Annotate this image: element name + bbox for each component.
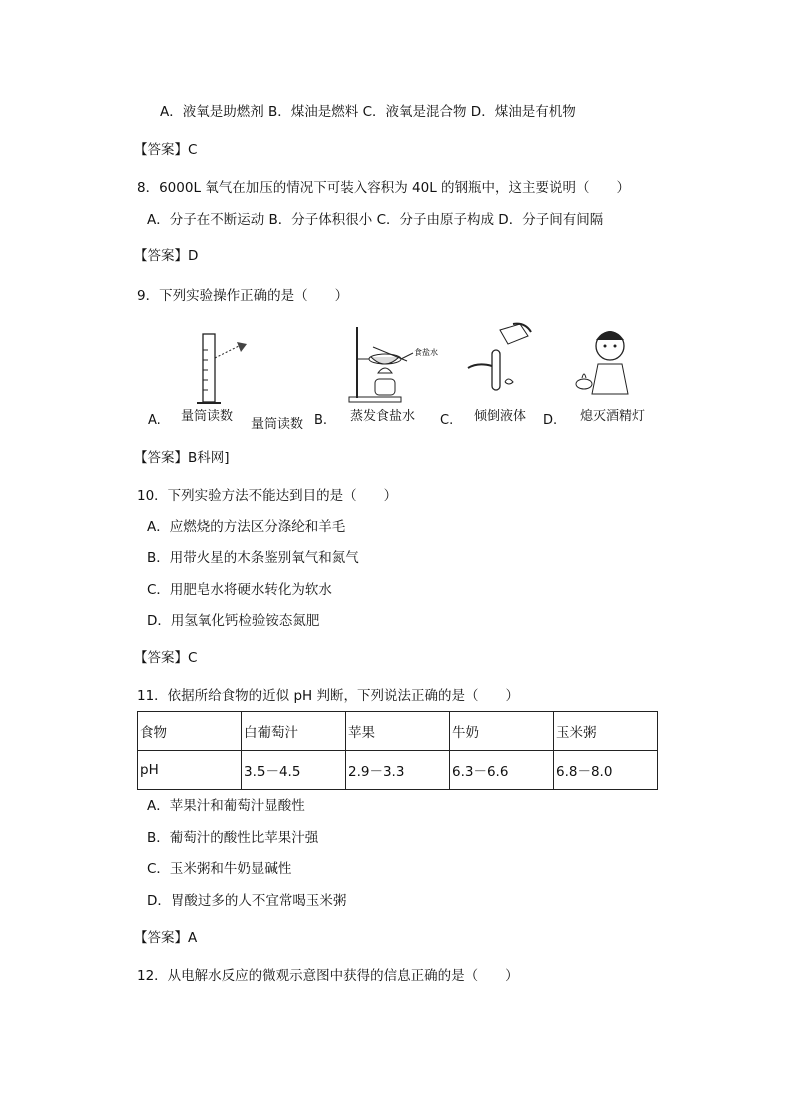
answer-tag: 【答案】	[134, 930, 188, 946]
answer-tag: 【答案】	[134, 650, 188, 666]
table-cell: 6.8－8.0	[554, 751, 658, 790]
option-b-image-label: 蒸发食盐水	[350, 409, 416, 424]
q8-options: A．分子在不断运动 B．分子体积很小 C．分子由原子构成 D．分子间有间隔	[147, 212, 604, 228]
table-cell: 牛奶	[450, 712, 554, 751]
option-a-image-label: 量筒读数	[181, 409, 234, 424]
table-cell: 玉米粥	[554, 712, 658, 751]
q12-stem: 12．从电解水反应的微观示意图中获得的信息正确的是（ ）	[137, 968, 519, 984]
table-row	[138, 751, 658, 790]
q8-answer	[134, 247, 198, 265]
hand-left	[468, 364, 492, 368]
table-cell: 食物	[138, 712, 242, 751]
q11-option-b: B．葡萄汁的酸性比苹果汁强	[147, 830, 319, 846]
option-d-letter: D.	[543, 413, 558, 428]
ph-table	[137, 711, 658, 790]
answer-value: A	[188, 930, 198, 946]
alcohol-lamp	[375, 379, 395, 395]
table-cell: 2.9－3.3	[346, 751, 450, 790]
answer-value: C	[188, 142, 198, 158]
q10-stem: 10．下列实验方法不能达到目的是（ ）	[137, 488, 398, 504]
salt-water-tag: 食盐水	[414, 348, 438, 357]
q11-stem: 11．依据所给食物的近似 pH 判断，下列说法正确的是（ ）	[137, 688, 519, 704]
lamp-flame	[582, 374, 586, 378]
table-cell: 白葡萄汁	[242, 712, 346, 751]
table-cell: 3.5－4.5	[242, 751, 346, 790]
flame	[378, 368, 392, 373]
answer-value: C	[188, 650, 198, 666]
table-cell: 苹果	[346, 712, 450, 751]
reagent-bottle	[500, 324, 528, 344]
pouring-liquid-figure	[465, 320, 540, 400]
option-c-letter: C.	[440, 413, 454, 428]
q11-answer	[134, 929, 197, 947]
q9-stem: 9．下列实验操作正确的是（ ）	[137, 288, 349, 304]
q10-option-b: B．用带火星的木条鉴别氧气和氮气	[147, 550, 359, 566]
alcohol-lamp	[576, 379, 592, 389]
answer-tag: 【答案】	[134, 450, 188, 466]
q9-answer	[134, 449, 230, 467]
test-tube	[492, 350, 500, 390]
graduated-cylinder-figure	[195, 330, 255, 410]
answer-value: B科网]	[188, 450, 230, 466]
q7-answer	[134, 141, 197, 159]
option-a-caption: 量筒读数	[251, 417, 304, 432]
option-b-letter: B.	[314, 413, 328, 428]
answer-tag: 【答案】	[134, 248, 188, 264]
boy-hair	[596, 331, 624, 340]
option-d-image-label: 熄灭酒精灯	[580, 409, 646, 424]
evaporation-figure	[345, 323, 445, 408]
q11-option-a: A．苹果汁和葡萄汁显酸性	[147, 798, 305, 814]
q8-stem: 8．6000L 氧气在加压的情况下可装入容积为 40L 的钢瓶中，这主要说明（ ）	[137, 180, 631, 196]
q7-options: A．液氧是助燃剂 B．煤油是燃料 C．液氧是混合物 D．煤油是有机物	[160, 104, 576, 120]
q11-option-c: C．玉米粥和牛奶显碱性	[147, 861, 292, 877]
answer-value: D	[188, 248, 199, 264]
cylinder-body	[203, 334, 215, 402]
table-cell: pH	[138, 751, 242, 790]
eye-icon	[237, 342, 247, 352]
q10-option-c: C．用肥皂水将硬水转化为软水	[147, 582, 332, 598]
q10-answer	[134, 649, 197, 667]
q10-option-d: D．用氢氧化钙检验铵态氮肥	[147, 613, 320, 629]
boy-body	[592, 364, 628, 394]
option-a-letter: A.	[148, 413, 161, 428]
option-c-image-label: 倾倒液体	[474, 409, 527, 424]
sight-line	[215, 346, 239, 358]
table-row	[138, 712, 658, 751]
table-cell: 6.3－6.6	[450, 751, 554, 790]
q10-option-a: A．应燃烧的方法区分涤纶和羊毛	[147, 519, 346, 535]
boy-blowing-lamp-figure	[570, 324, 640, 402]
q11-option-d: D．胃酸过多的人不宜常喝玉米粥	[147, 893, 347, 909]
answer-tag: 【答案】	[134, 142, 188, 158]
bottle-stopper	[505, 379, 513, 384]
